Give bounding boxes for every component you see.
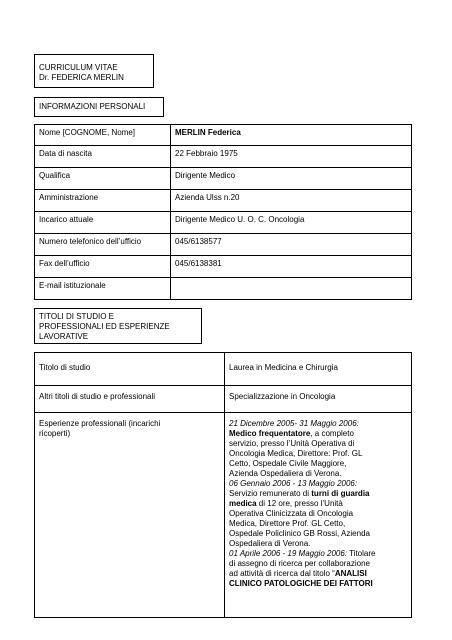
personal-label-email: E-mail istituzionale	[34, 277, 171, 300]
personal-value-name: MERLIN Federica	[170, 124, 412, 146]
experience-line: di assegno di ricerca per collaborazione	[229, 559, 370, 568]
experience-label: Esperienze professionali (incarichi ricoperti)	[34, 412, 225, 618]
experience-line: Azienda Ospedaliera di Verona.	[229, 469, 342, 478]
personal-label-qualifica: Qualifica	[34, 167, 171, 190]
experience-line: ad attività di ricerca dal titolo “ANALISI	[229, 569, 367, 578]
personal-label-name: Nome [COGNOME, Nome]	[34, 124, 171, 146]
experience-line: 01 Aprile 2006 - 19 Maggio 2006: Titolare	[229, 549, 376, 558]
personal-value-amministrazione: Azienda Ulss n.20	[170, 189, 412, 212]
experience-line: CLINICO PATOLOGICHE DEI FATTORI	[229, 579, 373, 588]
personal-info-table	[34, 124, 412, 300]
experience-line: servizio, presso l’Unità Operativa di	[229, 439, 355, 448]
experience-line: Ospedale Policlinico GB Rossi, Azienda	[229, 529, 370, 538]
titles-value-study: Laurea in Medicina e Chirurgia	[224, 352, 412, 386]
personal-value-phone: 045/6138577	[170, 233, 412, 256]
experience-line: 06 Gennaio 2006 - 13 Maggio 2006:	[229, 479, 358, 488]
experience-line: Cetto, Ospedale Civile Maggiore,	[229, 459, 347, 468]
experience-lines	[229, 419, 407, 589]
titles-table	[34, 352, 412, 618]
titles-label-other: Altri titoli di studio e professionali	[34, 385, 225, 413]
personal-label-incarico: Incarico attuale	[34, 211, 171, 234]
experience-line: Servizio remunerato di turni di guardia	[229, 489, 370, 498]
personal-value-fax: 045/6138381	[170, 255, 412, 278]
experience-line: Oncologia Medica, Direttore: Prof. GL	[229, 449, 363, 458]
personal-value-email	[170, 277, 412, 300]
cv-header-box	[34, 54, 154, 88]
section-personal-label: INFORMAZIONI PERSONALI	[39, 102, 146, 111]
section-personal-title	[34, 97, 164, 117]
experience-line: Medica, Direttore Prof. GL Cetto,	[229, 519, 346, 528]
personal-label-birthdate: Data di nascita	[34, 145, 171, 168]
experience-line: Ospedaliera di Verona.	[229, 539, 311, 548]
experience-line: Operativa Clinicizzata di Oncologia	[229, 509, 354, 518]
personal-value-birthdate: 22 Febbraio 1975	[170, 145, 412, 168]
cv-name: Dr. FEDERICA MERLIN	[39, 73, 124, 82]
experience-line: Medico frequentatore, a completo	[229, 429, 354, 438]
cv-title: CURRICULUM VITAE	[39, 63, 118, 72]
titles-label-study: Titolo di studio	[34, 352, 225, 386]
section-titles-title: TITOLI DI STUDIO E PROFESSIONALI ED ESPERIENZE LAVORATIVE	[34, 308, 202, 344]
experience-value	[224, 412, 412, 618]
personal-label-phone: Numero telefonico dell’ufficio	[34, 233, 171, 256]
personal-label-amministrazione: Amministrazione	[34, 189, 171, 212]
experience-line: medica di 12 ore, presso l’Unità	[229, 499, 343, 508]
experience-line: 21 Dicembre 2005- 31 Maggio 2006:	[229, 419, 359, 428]
personal-value-qualifica: Dirigente Medico	[170, 167, 412, 190]
personal-label-fax: Fax dell’ufficio	[34, 255, 171, 278]
personal-value-incarico: Dirigente Medico U. O. C. Oncologia	[170, 211, 412, 234]
titles-value-other: Specializzazione in Oncologia	[224, 385, 412, 413]
